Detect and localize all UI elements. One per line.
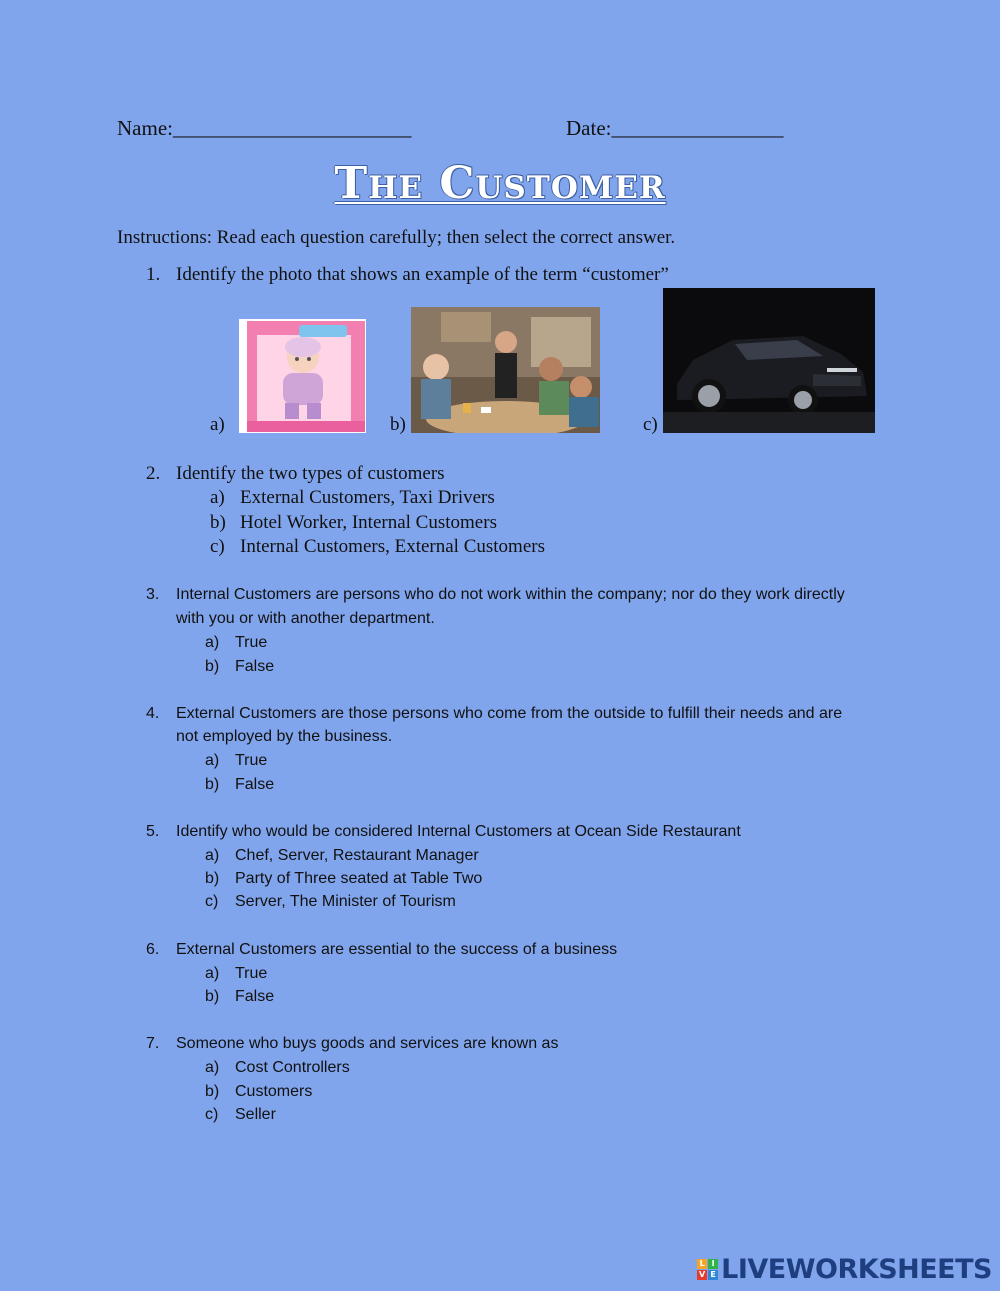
q4-number: 4.	[146, 705, 160, 722]
q1-option-c-label: c)	[643, 414, 658, 435]
logo-block-l: L	[697, 1259, 707, 1269]
q3-number: 3.	[146, 586, 160, 603]
logo-block-e: E	[708, 1270, 718, 1280]
q2-option-a-letter[interactable]: a)	[210, 487, 225, 508]
q1-option-a-doll-image[interactable]	[239, 319, 366, 433]
q2-option-b-letter[interactable]: b)	[210, 512, 226, 533]
q6-option-b-letter[interactable]: b)	[205, 988, 220, 1005]
q2-option-c-letter[interactable]: c)	[210, 536, 225, 557]
q7-option-a-text[interactable]: Cost Controllers	[235, 1059, 350, 1076]
doll-box-icon	[239, 319, 366, 433]
q7-number: 7.	[146, 1035, 160, 1052]
logo-blocks-icon	[697, 1259, 718, 1280]
q5-option-b-letter[interactable]: b)	[205, 870, 220, 887]
q2-text: Identify the two types of customers	[176, 463, 445, 484]
q5-text: Identify who would be considered Internal Customers at Ocean Side Restaurant	[176, 823, 741, 840]
q7-text: Someone who buys goods and services are known as	[176, 1035, 559, 1052]
q7-option-c-letter[interactable]: c)	[205, 1106, 219, 1123]
liveworksheets-logo[interactable]	[697, 1254, 992, 1285]
q2-option-c-text[interactable]: Internal Customers, External Customers	[240, 536, 545, 557]
q7-option-a-letter[interactable]: a)	[205, 1059, 220, 1076]
q3-option-b-text[interactable]: False	[235, 658, 275, 675]
q4-option-a-letter[interactable]: a)	[205, 752, 220, 769]
q7-option-b-letter[interactable]: b)	[205, 1083, 220, 1100]
name-label: Name:	[117, 116, 173, 140]
date-label: Date:	[566, 116, 612, 140]
date-field[interactable]	[566, 116, 782, 141]
date-line: __________________	[611, 116, 783, 140]
name-field[interactable]	[117, 116, 410, 141]
q1-option-c-car-image[interactable]	[663, 288, 875, 433]
page-title: The Customer	[334, 158, 666, 209]
q3-option-a-letter[interactable]: a)	[205, 634, 220, 651]
q4-option-b-letter[interactable]: b)	[205, 776, 220, 793]
q3-option-b-letter[interactable]: b)	[205, 658, 220, 675]
q2-number: 2.	[146, 463, 161, 484]
q6-option-a-letter[interactable]: a)	[205, 965, 220, 982]
q6-number: 6.	[146, 941, 160, 958]
q1-option-b-label: b)	[390, 414, 406, 435]
q5-option-a-letter[interactable]: a)	[205, 847, 220, 864]
name-line: _________________________	[172, 116, 411, 140]
q4-text-line1: External Customers are those persons who come from the outside to fulfill their needs and are	[176, 705, 843, 722]
logo-text: LIVEWORKSHEETS	[721, 1254, 992, 1285]
q6-option-a-text[interactable]: True	[235, 965, 268, 982]
q3-text-line1: Internal Customers are persons who do not work within the company; nor do they work directly	[176, 586, 845, 603]
q5-number: 5.	[146, 823, 160, 840]
logo-block-i: I	[708, 1259, 718, 1269]
q5-option-c-text[interactable]: Server, The Minister of Tourism	[235, 893, 456, 910]
cafe-customers-icon	[411, 307, 600, 433]
logo-block-v: V	[699, 1270, 706, 1279]
q2-option-a-text[interactable]: External Customers, Taxi Drivers	[240, 487, 495, 508]
q6-text: External Customers are essential to the success of a business	[176, 941, 618, 958]
q3-option-a-text[interactable]: True	[235, 634, 268, 651]
q7-option-b-text[interactable]: Customers	[235, 1083, 313, 1100]
q1-option-a-label: a)	[210, 414, 225, 435]
q5-option-a-text[interactable]: Chef, Server, Restaurant Manager	[235, 847, 479, 864]
q1-option-b-cafe-image[interactable]	[411, 307, 600, 433]
q7-option-c-text[interactable]: Seller	[235, 1106, 276, 1123]
q5-option-b-text[interactable]: Party of Three seated at Table Two	[235, 870, 483, 887]
q4-text-line2: not employed by the business.	[176, 728, 393, 745]
q6-option-b-text[interactable]: False	[235, 988, 275, 1005]
q2-option-b-text[interactable]: Hotel Worker, Internal Customers	[240, 512, 497, 533]
instructions: Instructions: Read each question carefully; then select the correct answer.	[117, 227, 676, 248]
car-icon	[663, 288, 875, 433]
q1-number: 1.	[146, 264, 161, 285]
q4-option-b-text[interactable]: False	[235, 776, 275, 793]
q5-option-c-letter[interactable]: c)	[205, 893, 219, 910]
q3-text-line2: with you or with another department.	[176, 610, 435, 627]
q4-option-a-text[interactable]: True	[235, 752, 268, 769]
q1-text: Identify the photo that shows an example of the term “customer”	[176, 264, 669, 285]
